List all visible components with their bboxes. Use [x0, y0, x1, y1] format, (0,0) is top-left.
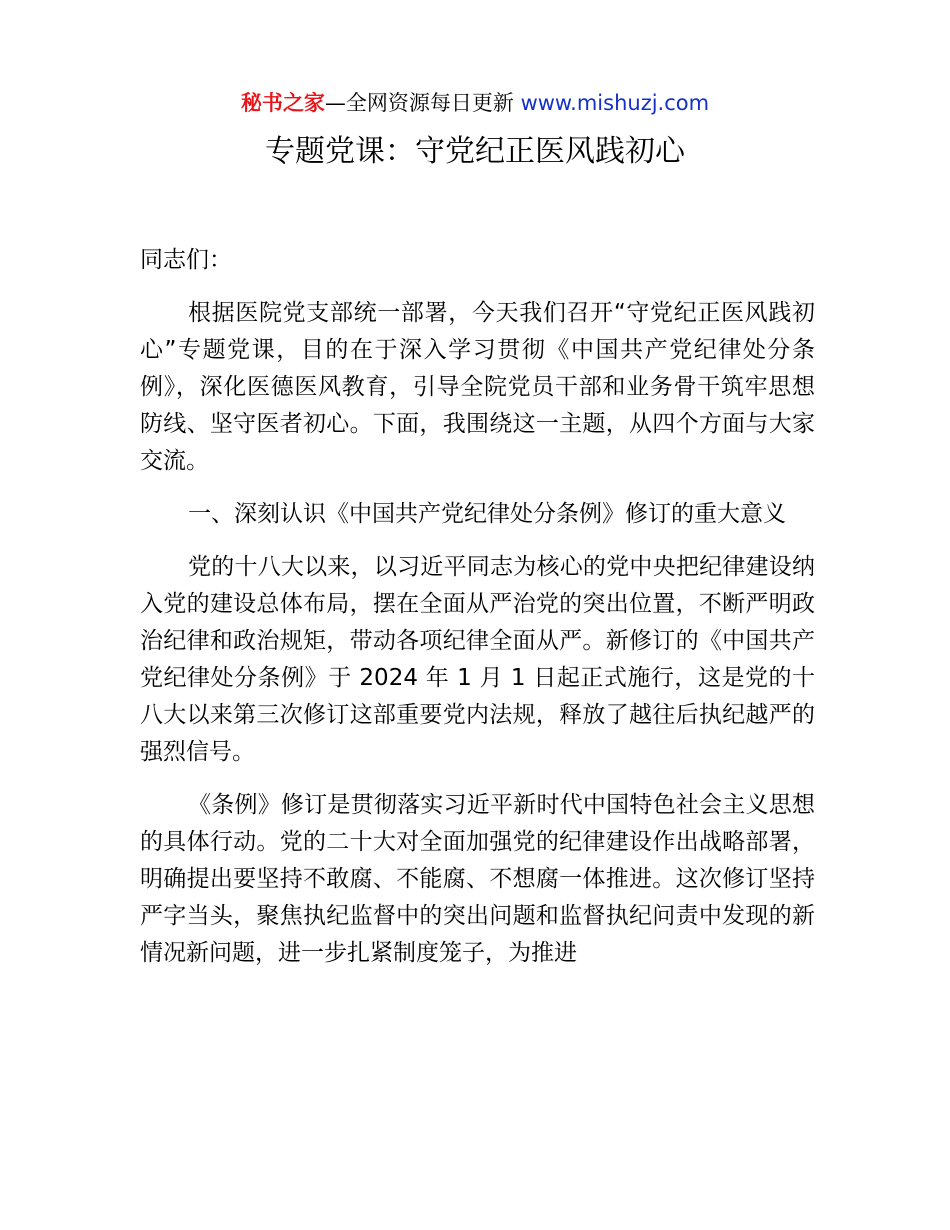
paragraph-intro: 根据医院党支部统一部署，今天我们召开“守党纪正医风践初心”专题党课，目的在于深入学习贯彻《中国共产党纪律处分条例》，深化医德医风教育，引导全院党员干部和业务骨干筑牢思想防线、坚守医者初心。下面，我围绕这一主题，从四个方面与大家交流。 [140, 300, 815, 474]
paragraph-body: 党的十八大以来，以习近平同志为核心的党中央把纪律建设纳入党的建设总体布局，摆在全面从严治党的突出位置，不断严明政治纪律和政治规矩，带动各项纪律全面从严。新修订的《中国共产党纪律处分条例》于 2024 年 1 月 1 日起正式施行，这是党的十八大以来第三次修订这部重要党内法规，释放了越往后执纪越严的强烈信号。 [140, 554, 815, 765]
document-body [140, 242, 815, 988]
site-url-link[interactable]: www.mishuzj.com [520, 91, 710, 115]
salutation: 同志们： [140, 247, 232, 273]
site-header [0, 88, 950, 118]
section-heading-1: 一、深刻认识《中国共产党纪律处分条例》修订的重大意义 [188, 501, 786, 527]
paragraph-body: 《条例》修订是贯彻落实习近平新时代中国特色社会主义思想的具体行动。党的二十大对全面加强党的纪律建设作出战略部署，明确提出要坚持不敢腐、不能腐、不想腐一体推进。这次修订坚持严字当头，聚焦执纪监督中的突出问题和监督执纪问责中发现的新情况新问题，进一步扎紧制度笼子，为推进 [140, 792, 815, 966]
document-title: 专题党课：守党纪正医风践初心 [265, 134, 685, 169]
site-tagline: —全网资源每日更新 [324, 91, 521, 115]
site-name: 秘书之家 [240, 91, 325, 115]
